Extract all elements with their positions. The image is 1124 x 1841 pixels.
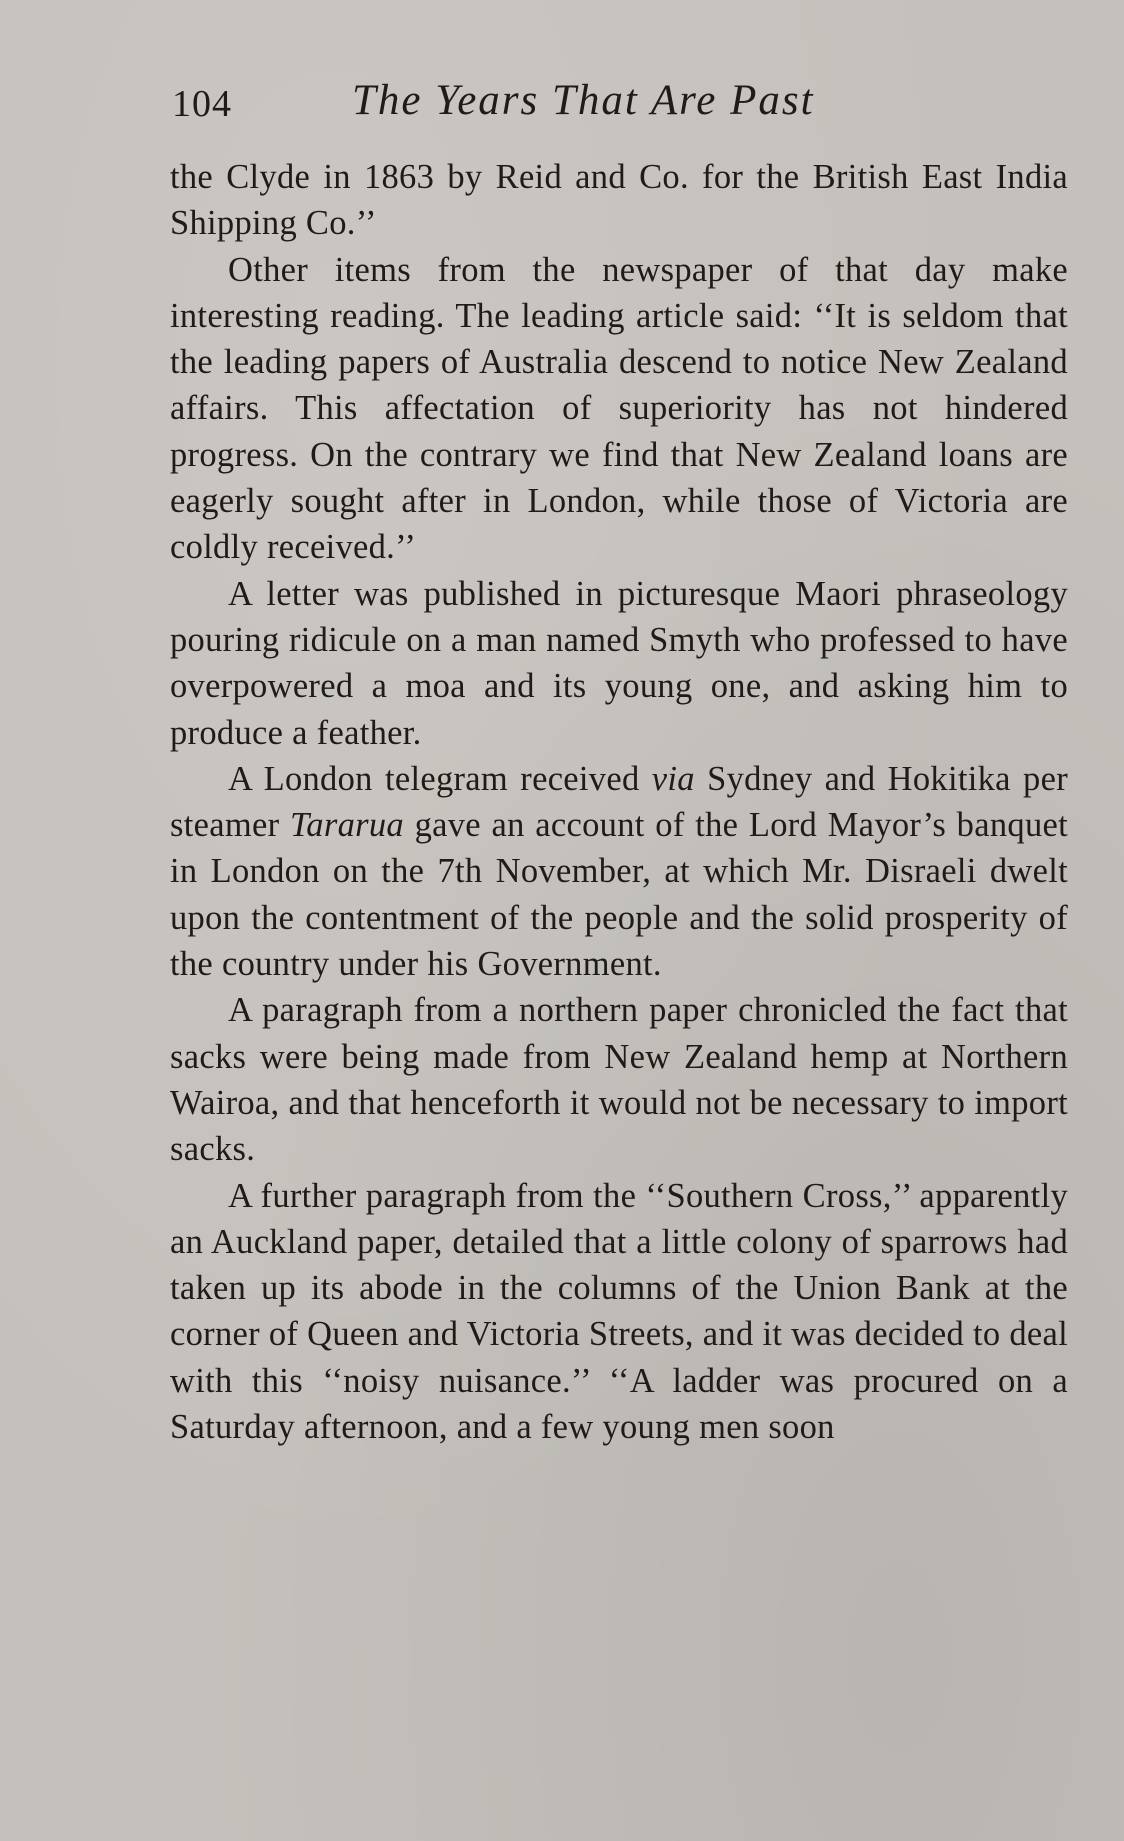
running-title: The Years That Are Past: [352, 77, 815, 124]
page-header: [172, 76, 1072, 136]
paragraph-text: A further paragraph from the ‘‘Southern Cross,’’ apparently an Auckland paper, detailed that a little colony of sparrows had taken up its abode in the columns of the Union Bank at the corner of Queen and Victoria Streets, and it was decided to deal with this ‘‘noisy nuisance.’’ ‘‘A ladder was procured on a Saturday afternoon, and a few young men soon: [170, 1176, 1068, 1447]
paragraph-text: Sydney and Hokitika per steamer: [170, 759, 1068, 845]
paragraph-text: gave an account of the Lord Mayor’s banquet in London on the 7th November, at which Mr. Disraeli dwelt upon the contentment of the people and the solid prosperity of the country under his Government.: [170, 806, 1068, 984]
paragraph-newspaper-items: [170, 247, 1068, 571]
paragraph-london-telegram: [170, 756, 1068, 987]
paragraph-text: A paragraph from a northern paper chronicled the fact that sacks were being made from New Zealand hemp at Northern Wairoa, and that henceforth it would not be necessary to import sacks.: [170, 991, 1068, 1169]
paragraph-sparrows: [170, 1173, 1068, 1451]
paragraph-text: A London telegram received: [228, 759, 652, 798]
italic-text: via: [651, 759, 695, 798]
paragraph-text: Other items from the newspaper of that day make interesting reading. The leading article said: ‘‘It is seldom that the leading papers of Australia descend to notice New Zealand affairs. This affectation of superiority has not hindered progress. On the contrary we find that New Zealand loans are eagerly sought after in London, while those of Victoria are coldly received.’’: [170, 250, 1068, 567]
paragraph-continued: [170, 154, 1068, 247]
page-number: 104: [172, 83, 232, 125]
ship-name-italic: Tararua: [289, 806, 404, 845]
body-text: [170, 154, 1068, 1450]
paragraph-sacks: [170, 987, 1068, 1172]
paragraph-text: the Clyde in 1863 by Reid and Co. for the British East India Shipping Co.’’: [170, 158, 1068, 243]
paragraph-maori-letter: [170, 571, 1068, 756]
paragraph-text: A letter was published in picturesque Maori phraseology pouring ridicule on a man named Smyth who professed to have overpowered a moa and its young one, and asking him to produce a feather.: [170, 574, 1068, 752]
